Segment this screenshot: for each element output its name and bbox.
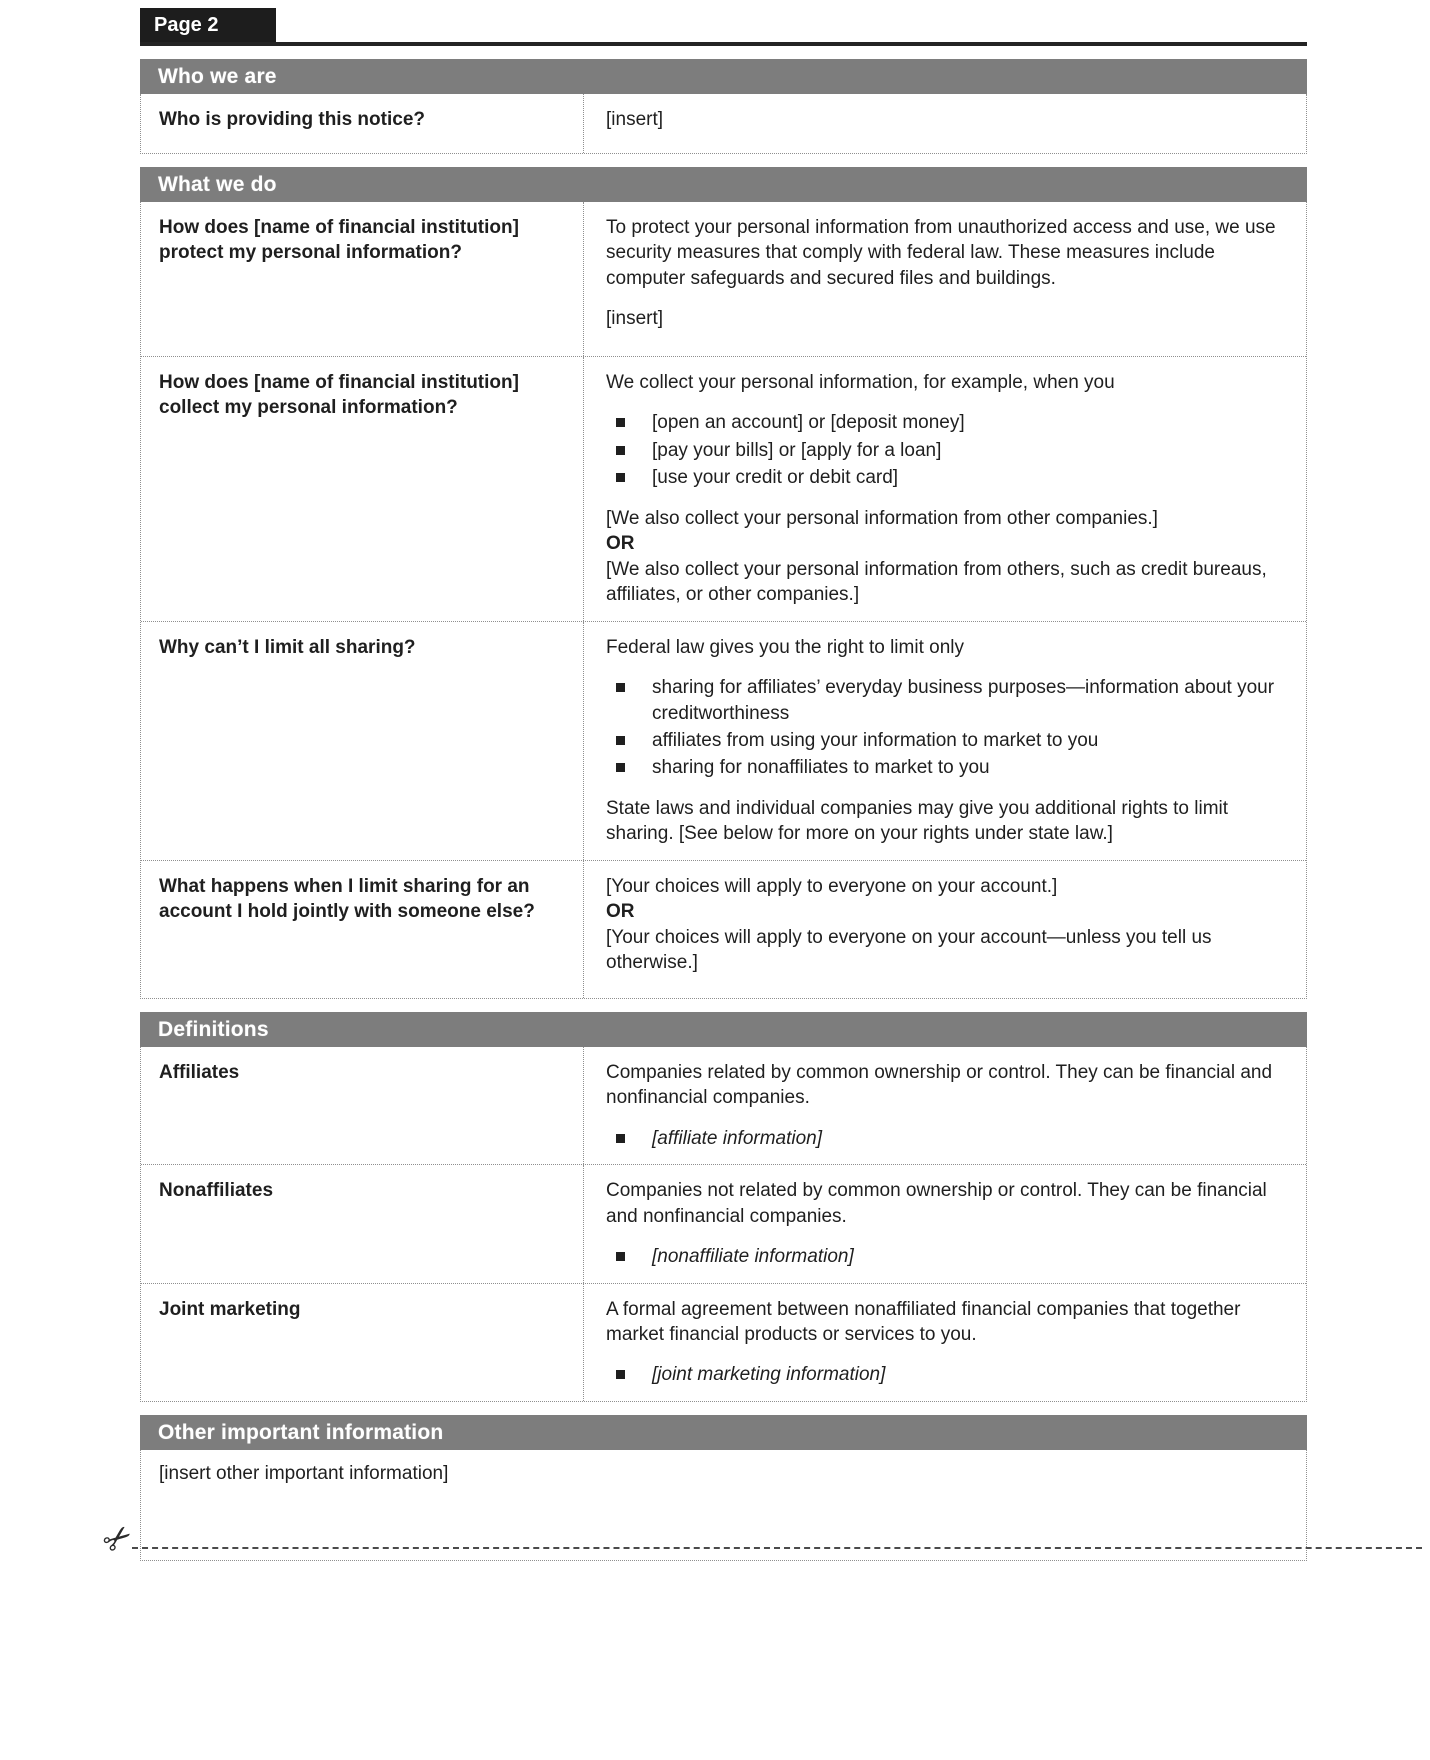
square-bullet-icon [616,1134,625,1143]
answer-line: [Your choices will apply to everyone on your account.] [606,875,1058,897]
answer-cell [584,622,1306,860]
bullet-text: [affiliate information] [652,1127,823,1149]
answer-cell [584,202,1306,356]
section-who [140,59,1307,154]
bullet-text: affiliates from using your information to market to you [652,729,1099,751]
answer-line: OR [606,533,635,555]
list-item [606,1126,1280,1151]
bullet-text: sharing for affiliates’ everyday business purposes—information about your creditworthiness [652,677,1275,724]
page-tab: Page 2 [140,8,276,42]
bullet-text: sharing for nonaffiliates to market to you [652,757,990,779]
list-item [606,410,1280,435]
answer-line: [Your choices will apply to everyone on your account—unless you tell us otherwise.] [606,926,1212,974]
table-row [141,860,1306,998]
answer-paragraph: [insert] [606,308,664,330]
section-header-other: Other important information [140,1415,1307,1450]
bullet-text: [joint marketing information] [652,1364,886,1386]
square-bullet-icon [616,1370,625,1379]
question-cell: How does [name of financial institution] protect my personal information? [141,202,584,356]
question-cell: Nonaffiliates [141,1165,584,1282]
table-row [141,356,1306,621]
list-item [606,755,1280,780]
square-bullet-icon [616,473,625,482]
section-body-who [140,94,1307,154]
scissors-icon: ✂ [95,1515,142,1563]
question-cell: Who is providing this notice? [141,94,584,153]
notice-table [140,59,1307,1561]
bullet-text: [pay your bills] or [apply for a loan] [652,439,942,461]
list-item [606,1244,1280,1269]
section-body-def [140,1047,1307,1402]
square-bullet-icon [616,418,625,427]
list-item [606,728,1280,753]
bullet-text: [nonaffiliate information] [652,1246,854,1268]
list-item [606,438,1280,463]
table-row [141,202,1306,356]
answer-paragraph: To protect your personal information from unauthorized access and use, we use security measures that comply with federal law. These measures include computer safeguards and secured files and buildings. [606,217,1276,289]
bullet-text: [open an account] or [deposit money] [652,412,965,434]
bullet-text: [use your credit or debit card] [652,467,899,489]
answer-paragraph: Federal law gives you the right to limit only [606,636,964,658]
answer-paragraph: A formal agreement between nonaffiliated financial companies that together market financial products or services to you. [606,1298,1241,1345]
section-header-what: What we do [140,167,1307,202]
bullet-list [606,410,1280,490]
answer-cell [584,861,1306,998]
square-bullet-icon [616,446,625,455]
question-cell: How does [name of financial institution] collect my personal information? [141,357,584,621]
bullet-list [606,1126,1280,1151]
square-bullet-icon [616,683,625,692]
answer-line-group [606,506,1280,608]
document-page [140,8,1307,1561]
answer-cell [584,1165,1306,1282]
other-information-text: [insert other important information] [159,1462,449,1484]
table-row [141,1047,1306,1164]
question-cell: Joint marketing [141,1284,584,1401]
table-row [141,1164,1306,1282]
answer-paragraph: Companies related by common ownership or control. They can be financial and nonfinancial companies. [606,1061,1273,1109]
bullet-list [606,1244,1280,1269]
answer-paragraph: State laws and individual companies may give you additional rights to limit sharing. [See below for more on your rights under state law.] [606,797,1229,845]
answer-paragraph: We collect your personal information, for example, when you [606,372,1115,393]
answer-line: OR [606,901,635,923]
section-header-def: Definitions [140,1012,1307,1047]
question-cell: Affiliates [141,1047,584,1164]
section-body-other [140,1450,1307,1561]
table-row [141,94,1306,153]
square-bullet-icon [616,736,625,745]
section-body-what [140,202,1307,999]
answer-line: [We also collect your personal information from others, such as credit bureaus, affiliates, or other companies.] [606,558,1267,606]
answer-line: [We also collect your personal information from other companies.] [606,507,1158,529]
list-item [606,1362,1280,1387]
table-row [141,1283,1306,1401]
table-row [141,621,1306,860]
answer-cell [584,1047,1306,1164]
full-width-row [141,1450,1306,1560]
answer-cell [584,1284,1306,1401]
list-item [606,675,1280,726]
section-what [140,167,1307,999]
answer-paragraph: [insert] [606,109,664,130]
section-def [140,1012,1307,1402]
bullet-list [606,1362,1280,1387]
question-cell: What happens when I limit sharing for an account I hold jointly with someone else? [141,861,584,998]
list-item [606,465,1280,490]
answer-cell [584,94,1306,153]
cut-line [132,1547,1422,1549]
square-bullet-icon [616,763,625,772]
square-bullet-icon [616,1252,625,1261]
question-cell: Why can’t I limit all sharing? [141,622,584,860]
answer-paragraph: Companies not related by common ownership or control. They can be financial and nonfinancial companies. [606,1180,1267,1227]
bullet-list [606,675,1280,781]
answer-cell [584,357,1306,621]
top-rule-divider [140,42,1307,46]
section-header-who: Who we are [140,59,1307,94]
section-other [140,1415,1307,1561]
answer-line-group [606,874,1280,976]
